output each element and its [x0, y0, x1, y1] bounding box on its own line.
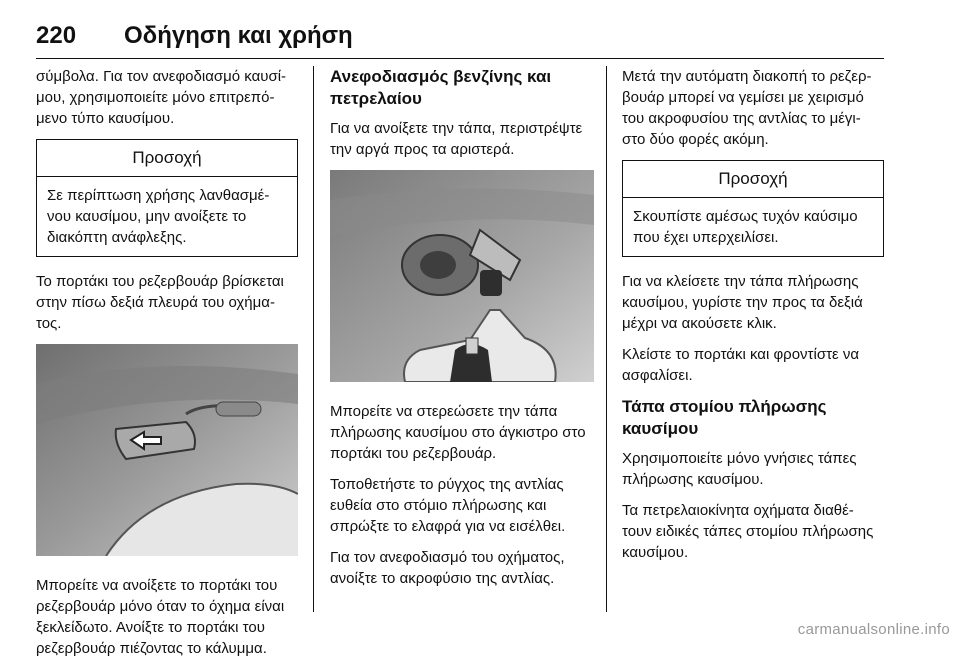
- caution-title: Προσοχή: [623, 161, 883, 198]
- fuel-cap-illustration: [330, 170, 594, 387]
- column-middle: [330, 66, 594, 599]
- caution-box: [622, 160, 884, 257]
- watermark: carmanualsonline.info: [797, 621, 950, 638]
- paragraph: σύμβολα. Για τον ανεφοδιασμό καυσί- μου, χρησιμοποιείτε μόνο επιτρεπό- μενο τύπο καυσίμου.: [36, 68, 287, 127]
- section-heading: Τάπα στομίου πλήρωσης καυσίμου: [622, 397, 827, 438]
- caution-text: Σε περίπτωση χρήσης λανθασμέ- νου καυσίμου, μην ανοίξετε το διακόπτη ανάφλεξης.: [47, 187, 270, 246]
- paragraph: Τοποθετήστε το ρύγχος της αντλίας ευθεία στο στόμιο πλήρωσης και σπρώξτε το ελαφρά για να εισέλθει.: [330, 476, 566, 535]
- caution-title: Προσοχή: [37, 140, 297, 177]
- paragraph: Μπορείτε να στερεώσετε την τάπα πλήρωσης καυσίμου στο άγκιστρο στο πορτάκι του ρεζερβουάρ.: [330, 403, 586, 462]
- caution-text: Σκουπίστε αμέσως τυχόν καύσιμο που έχει υπερχειλίσει.: [633, 208, 858, 246]
- column-divider: [606, 66, 607, 612]
- section-heading: Ανεφοδιασμός βενζίνης και πετρελαίου: [330, 67, 552, 108]
- paragraph: Τα πετρελαιοκίνητα οχήματα διαθέ- τουν ειδικές τάπες στομίου πλήρωσης καυσίμου.: [622, 502, 874, 561]
- fuel-door-image: [36, 344, 298, 556]
- page-title: Οδήγηση και χρήση: [124, 22, 353, 49]
- paragraph: Κλείστε το πορτάκι και φροντίστε να ασφαλίσει.: [622, 346, 860, 384]
- paragraph: Για τον ανεφοδιασμό του οχήματος, ανοίξτε το ακροφύσιο της αντλίας.: [330, 549, 565, 587]
- paragraph: Μπορείτε να ανοίξετε το πορτάκι του ρεζερβουάρ μόνο όταν το όχημα είναι ξεκλείδωτο. Ανοίξτε το πορτάκι του ρεζερβουάρ πιέζοντας το κάλυμμα.: [36, 577, 285, 657]
- paragraph: Το πορτάκι του ρεζερβουάρ βρίσκεται στην πίσω δεξιά πλευρά του οχήμα- τος.: [36, 273, 284, 332]
- caution-box: [36, 139, 298, 257]
- paragraph: Για να ανοίξετε την τάπα, περιστρέψτε την αργά προς τα αριστερά.: [330, 120, 583, 158]
- column-divider: [313, 66, 314, 612]
- column-left: [36, 66, 298, 669]
- page-number: 220: [36, 22, 77, 49]
- page-header: [36, 22, 884, 59]
- fuel-cap-image: [330, 170, 594, 382]
- fuel-door-illustration: [36, 344, 298, 561]
- paragraph: Μετά την αυτόματη διακοπή το ρεζερ- βουάρ μπορεί να γεμίσει με χειρισμό του ακροφυσίου της αντλίας το μέγι- στο δύο φορές ακόμη.: [622, 68, 872, 148]
- paragraph: Χρησιμοποιείτε μόνο γνήσιες τάπες πλήρωσης καυσίμου.: [622, 450, 857, 488]
- paragraph: Για να κλείσετε την τάπα πλήρωσης καυσίμου, γυρίστε την προς τα δεξιά μέχρι να ακούσετε κλικ.: [622, 273, 863, 332]
- column-right: [622, 66, 884, 573]
